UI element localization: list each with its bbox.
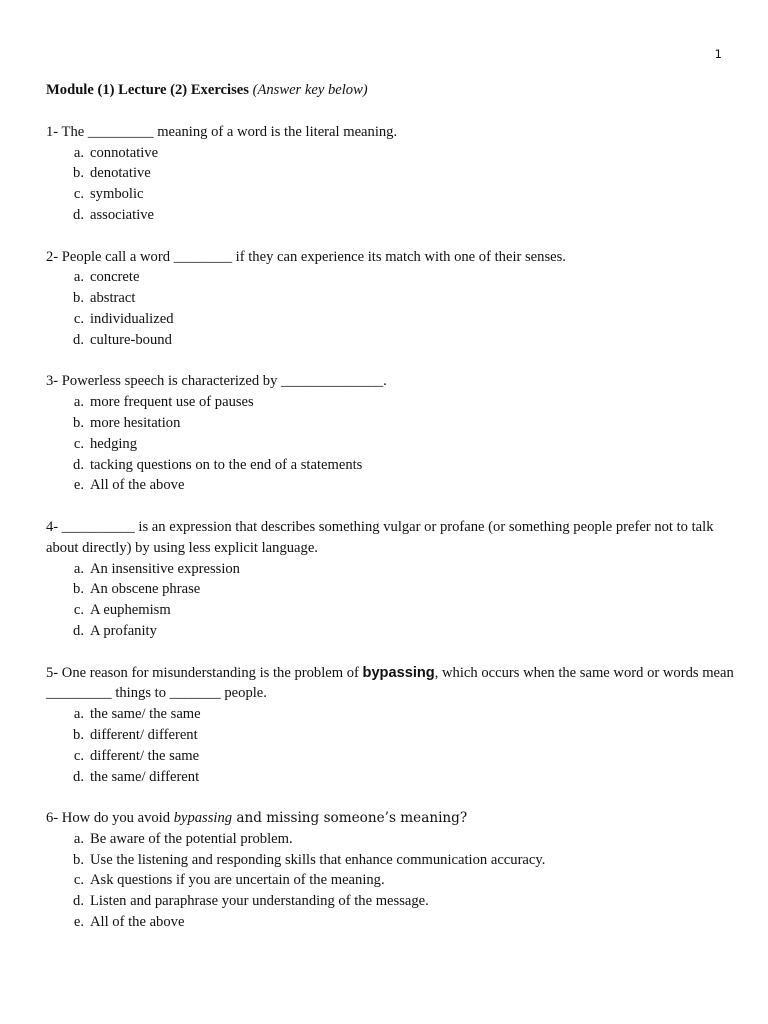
question-1	[46, 122, 736, 226]
answer-option	[46, 600, 736, 621]
question-stem: 2- People call a word ________ if they can experience its match with one of their senses.	[46, 248, 566, 265]
question-3	[46, 371, 736, 496]
answer-option	[46, 434, 736, 455]
answer-option	[46, 288, 736, 309]
option-letter: d.	[73, 456, 84, 473]
option-text: the same/ the same	[90, 706, 201, 723]
answer-option	[46, 912, 736, 933]
option-text: associative	[90, 206, 155, 223]
option-letter: a.	[73, 560, 84, 577]
option-text: more hesitation	[90, 414, 181, 431]
question-stem: 3- Powerless speech is characterized by ______________.	[46, 373, 387, 390]
option-letter: a.	[73, 706, 84, 723]
option-text: An obscene phrase	[90, 581, 201, 598]
question-6	[46, 808, 736, 933]
option-letter: b.	[73, 726, 84, 743]
question-stem: 4- __________ is an expression that describes something vulgar or profane (or something people prefer not to talk about directly) by using less explicit language.	[46, 518, 714, 556]
option-text: connotative	[90, 144, 159, 161]
answer-options	[46, 704, 736, 787]
answer-option	[46, 163, 736, 184]
answer-option	[46, 392, 736, 413]
option-letter: b.	[73, 165, 84, 182]
option-letter: b.	[73, 851, 84, 868]
option-text: different/ different	[90, 726, 198, 743]
stem-text: , which occurs when the same word or words mean _________ things to _______ people.	[46, 664, 734, 702]
stem-text: and missing someone’s meaning?	[232, 810, 468, 827]
question-stem	[46, 808, 736, 829]
document-body	[46, 80, 736, 954]
answer-options	[46, 829, 736, 933]
option-letter: e.	[73, 477, 84, 494]
answer-option	[46, 725, 736, 746]
option-letter: a.	[73, 269, 84, 286]
option-letter: c.	[73, 872, 84, 889]
question-5	[46, 663, 736, 788]
answer-option	[46, 746, 736, 767]
option-text: All of the above	[90, 914, 185, 931]
option-letter: c.	[73, 186, 84, 203]
option-letter: d.	[73, 622, 84, 639]
option-text: hedging	[90, 435, 138, 452]
option-letter: b.	[73, 290, 84, 307]
option-text: Be aware of the potential problem.	[90, 830, 293, 847]
answer-option	[46, 829, 736, 850]
answer-options	[46, 267, 736, 350]
stem-key-term: bypassing	[173, 810, 233, 827]
option-text: A profanity	[90, 622, 157, 639]
answer-option	[46, 455, 736, 476]
option-text: All of the above	[90, 477, 185, 494]
option-letter: c.	[73, 435, 84, 452]
question-stem	[46, 663, 736, 705]
question-2	[46, 247, 736, 351]
answer-option	[46, 579, 736, 600]
option-letter: d.	[73, 331, 84, 348]
stem-text: 6- How do you avoid	[46, 810, 174, 827]
option-text: culture-bound	[90, 331, 172, 348]
answer-options	[46, 392, 736, 496]
answer-option	[46, 559, 736, 580]
option-letter: c.	[73, 747, 84, 764]
option-letter: b.	[73, 581, 84, 598]
option-letter: a.	[73, 830, 84, 847]
answer-option	[46, 475, 736, 496]
page-number: 1	[714, 47, 722, 61]
option-letter: c.	[73, 602, 84, 619]
option-text: denotative	[90, 165, 151, 182]
option-letter: b.	[73, 414, 84, 431]
option-text: abstract	[90, 290, 136, 307]
option-text: symbolic	[90, 186, 144, 203]
option-letter: d.	[73, 893, 84, 910]
option-text: tacking questions on to the end of a statements	[90, 456, 363, 473]
answer-option	[46, 850, 736, 871]
answer-option	[46, 413, 736, 434]
option-text: Ask questions if you are uncertain of the meaning.	[90, 872, 385, 889]
option-letter: d.	[73, 206, 84, 223]
answer-option	[46, 205, 736, 226]
answer-option	[46, 767, 736, 788]
option-text: Use the listening and responding skills that enhance communication accuracy.	[90, 851, 546, 868]
option-text: different/ the same	[90, 747, 200, 764]
answer-option	[46, 267, 736, 288]
option-text: concrete	[90, 269, 140, 286]
document-title	[46, 80, 736, 101]
stem-key-term: bypassing	[362, 664, 435, 681]
option-letter: d.	[73, 768, 84, 785]
option-letter: a.	[73, 144, 84, 161]
answer-options	[46, 143, 736, 226]
answer-option	[46, 704, 736, 725]
answer-option	[46, 870, 736, 891]
option-text: more frequent use of pauses	[90, 394, 254, 411]
option-text: An insensitive expression	[90, 560, 240, 577]
answer-options	[46, 559, 736, 642]
option-letter: c.	[73, 310, 84, 327]
option-text: the same/ different	[90, 768, 200, 785]
stem-text: 5- One reason for misunderstanding is the problem of	[46, 664, 363, 681]
answer-option	[46, 621, 736, 642]
answer-option	[46, 891, 736, 912]
option-text: A euphemism	[90, 602, 171, 619]
option-text: Listen and paraphrase your understanding of the message.	[90, 893, 429, 910]
question-4	[46, 517, 736, 642]
title-subtitle: (Answer key below)	[252, 82, 368, 98]
option-letter: a.	[73, 394, 84, 411]
answer-option	[46, 330, 736, 351]
option-text: individualized	[90, 310, 174, 327]
question-stem: 1- The _________ meaning of a word is the literal meaning.	[46, 123, 398, 140]
title-main: Module (1) Lecture (2) Exercises	[46, 82, 249, 98]
answer-option	[46, 309, 736, 330]
answer-option	[46, 143, 736, 164]
option-letter: e.	[73, 914, 84, 931]
answer-option	[46, 184, 736, 205]
